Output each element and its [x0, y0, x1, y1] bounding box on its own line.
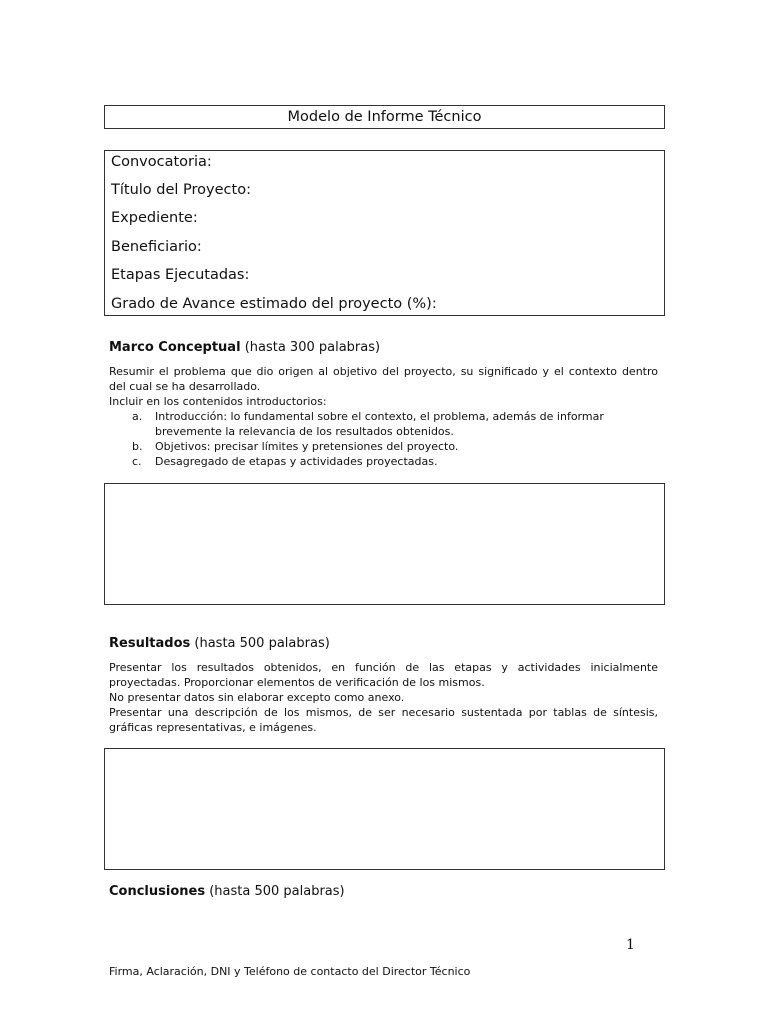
marco-conceptual-limit: (hasta 300 palabras) [244, 340, 381, 355]
marco-conceptual-instructions [109, 364, 658, 409]
resultados-instructions [109, 660, 658, 735]
field-etapas-ejecutadas: Etapas Ejecutadas: [111, 267, 250, 283]
field-grado-avance: Grado de Avance estimado del proyecto (%): [111, 296, 437, 312]
paragraph-line: Resumir el problema que dio origen al objetivo del proyecto, su significado y el contexto dentro [109, 365, 658, 378]
paragraph-line: Presentar una descripción de los mismos, de ser necesario sustentada por tablas de síntesis, [109, 706, 658, 719]
field-convocatoria: Convocatoria: [111, 154, 212, 170]
paragraph-line: No presentar datos sin elaborar excepto como anexo. [109, 691, 405, 704]
resultados-heading [109, 636, 330, 651]
paragraph-line: del cual se ha desarrollado. [109, 380, 261, 393]
paragraph-line: Presentar los resultados obtenidos, en función de las etapas y actividades inicialmente [109, 661, 658, 674]
resultados-title: Resultados [109, 636, 191, 651]
marco-conceptual-heading [109, 340, 380, 355]
list-item [132, 454, 437, 469]
conclusiones-heading [109, 884, 345, 899]
marco-conceptual-answer-box[interactable] [104, 483, 665, 605]
marco-conceptual-title: Marco Conceptual [109, 340, 241, 355]
page-number: 1 [626, 937, 635, 953]
field-beneficiario: Beneficiario: [111, 239, 202, 255]
list-item-text: Desagregado de etapas y actividades proyectadas. [155, 455, 438, 468]
list-marker: a. [132, 410, 143, 423]
document-title: Modelo de Informe Técnico [104, 105, 665, 129]
list-item-continuation: brevemente la relevancia de los resultados obtenidos. [155, 425, 454, 438]
paragraph-line: proyectadas. Proporcionar elementos de verificación de los mismos. [109, 676, 485, 689]
paragraph-line: gráficas representativas, e imágenes. [109, 721, 317, 734]
list-item [132, 439, 458, 454]
project-info-box [104, 150, 665, 316]
resultados-limit: (hasta 500 palabras) [194, 636, 330, 651]
conclusiones-title: Conclusiones [109, 884, 206, 899]
list-item [132, 409, 604, 424]
footer-signature-note: Firma, Aclaración, DNI y Teléfono de contacto del Director Técnico [109, 965, 471, 978]
field-titulo-proyecto: Título del Proyecto: [111, 182, 251, 198]
conclusiones-limit: (hasta 500 palabras) [209, 884, 345, 899]
list-marker: b. [132, 440, 143, 453]
field-expediente: Expediente: [111, 210, 198, 226]
paragraph-line: Incluir en los contenidos introductorios: [109, 395, 327, 408]
list-item-text: Introducción: lo fundamental sobre el contexto, el problema, además de informar [155, 410, 604, 423]
resultados-answer-box[interactable] [104, 748, 665, 870]
list-item-text: Objetivos: precisar límites y pretensiones del proyecto. [155, 440, 459, 453]
list-marker: c. [132, 455, 142, 468]
